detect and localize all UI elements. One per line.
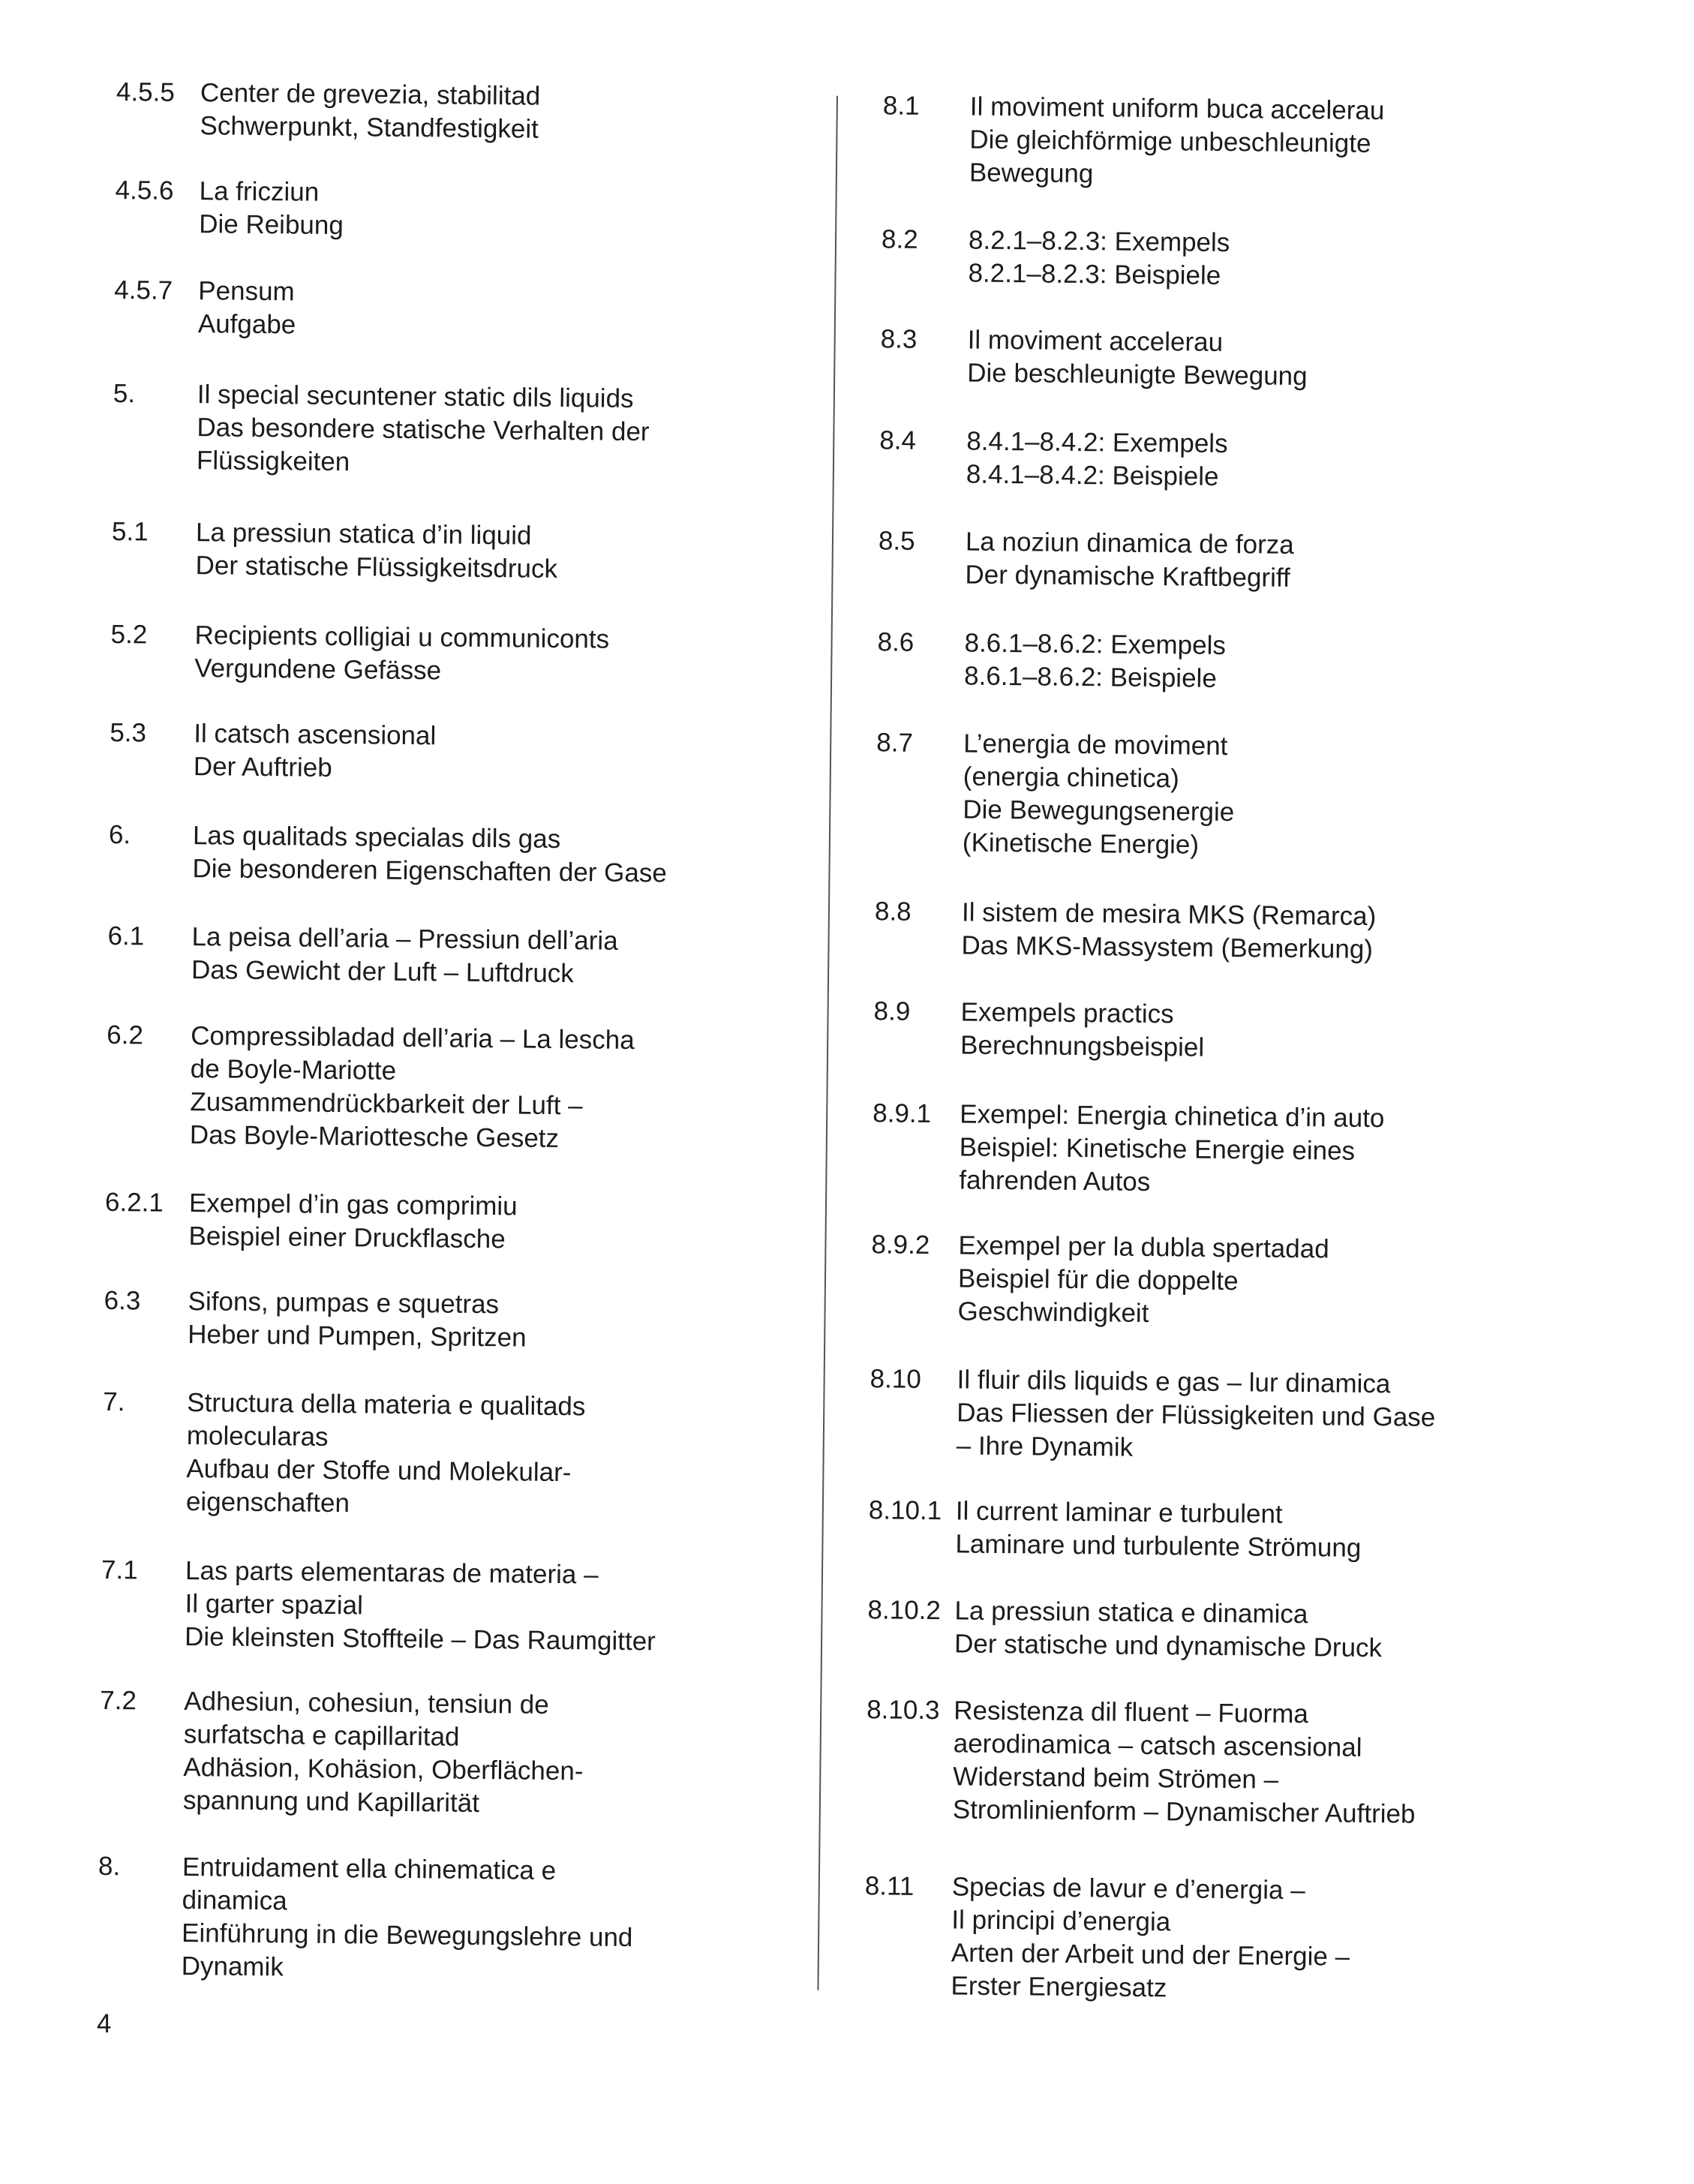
toc-entry-number: 8.10.2 [867, 1595, 942, 1626]
toc-entry-title [955, 1495, 1362, 1565]
toc-entry-title-line: Il moviment uniform buca accelerau [969, 92, 1385, 125]
toc-entry-title-line: Il special secuntener static dils liquids [197, 380, 634, 414]
toc-entry-title [195, 516, 557, 586]
toc-entry-title-line: La peisa dell’aria – Pressiun dell’aria [191, 921, 618, 956]
toc-entry-title-line: Beispiel einer Druckflasche [188, 1221, 506, 1254]
toc-entry-title-line: Zusammendrückbarkeit der Luft – [190, 1087, 583, 1121]
toc-entry-title [951, 1871, 1350, 2007]
toc-entry-number: 4.5.7 [114, 275, 173, 305]
toc-entry-title-line: Die kleinsten Stoffteile – Das Raumgitter [184, 1622, 656, 1657]
toc-entry-title-line: Beispiel für die doppelte [957, 1263, 1239, 1296]
toc-entry-number: 4.5.5 [116, 77, 176, 108]
toc-entry-title-line: Heber und Pumpen, Spritzen [188, 1320, 527, 1353]
toc-entry-number: 8.8 [874, 897, 912, 927]
toc-entry-title-line: aerodinamica – catsch ascensional [953, 1728, 1362, 1762]
toc-entry-title-line: Das Fliessen der Flüssigkeiten und Gase [957, 1398, 1436, 1432]
toc-entry-title [197, 378, 650, 482]
toc-entry-title [967, 324, 1308, 394]
toc-entry-title-line: Beispiel: Kinetische Energie eines [959, 1132, 1356, 1167]
toc-entry-title-line: Exempel per la dubla spertadad [958, 1230, 1329, 1264]
toc-entry-title-line: Il moviment accelerau [967, 325, 1224, 358]
toc-entry-title [191, 921, 618, 991]
toc-entry-title [957, 1364, 1436, 1468]
toc-entry-title-line: Berechnungsbeispiel [960, 1030, 1205, 1062]
toc-entry-title [192, 819, 667, 890]
toc-entry-title-line: surfatscha e capillaritad [183, 1719, 460, 1752]
toc-entry-title-line: Der dynamische Kraftbegriff [965, 560, 1290, 593]
toc-entry-title [194, 717, 437, 786]
toc-entry-title-line: Adhäsion, Kohäsion, Oberflächen- [183, 1752, 584, 1786]
toc-entry-title-line: Die besonderen Eigenschaften der Gase [192, 854, 668, 888]
toc-entry-title-line: Las qualitads specialas dils gas [192, 821, 561, 855]
toc-entry-number: 6.1 [107, 921, 145, 951]
toc-entry-title [966, 425, 1228, 494]
toc-entry-title-line: Erster Energiesatz [951, 1971, 1167, 2003]
toc-entry-title [954, 1594, 1383, 1665]
toc-entry-title-line: (energia chinetica) [963, 762, 1179, 794]
toc-entry-title-line: Il fluir dils liquids e gas – lur dinamica [957, 1365, 1391, 1399]
page-number: 4 [97, 2009, 112, 2038]
toc-entry-title-line: Das MKS-Massystem (Bemerkung) [961, 930, 1374, 965]
toc-entry-title-line: Specias de lavur e d’energia – [951, 1872, 1305, 1906]
toc-entry-title [199, 175, 344, 242]
toc-entry-title [960, 996, 1205, 1064]
toc-entry-number: 5. [113, 379, 136, 409]
toc-entry-title-line: Structura della materia e qualitads [187, 1387, 586, 1422]
toc-entry-number: 8.2 [881, 224, 918, 255]
toc-entry-title [185, 1555, 656, 1659]
toc-entry-title [964, 626, 1226, 695]
toc-entry-number: 6.3 [104, 1286, 141, 1316]
toc-entry-number: 8.6 [877, 627, 915, 657]
toc-entry-title-line: 8.4.1–8.4.2: Exempels [966, 426, 1228, 458]
toc-entry-title [190, 1020, 635, 1156]
toc-entry-number: 5.1 [111, 517, 149, 547]
toc-entry-title-line: fahrenden Autos [959, 1165, 1151, 1197]
toc-entry-title-line: Widerstand beim Strömen – [953, 1761, 1279, 1795]
toc-entry-title-line: (Kinetische Energie) [962, 828, 1200, 860]
toc-entry-title-line: Stromlinienform – Dynamischer Auftrieb [952, 1794, 1416, 1829]
toc-entry-number: 7.1 [101, 1555, 138, 1585]
toc-entry-title-line: La fricziun [199, 176, 320, 207]
toc-entry-title-line: Vergundene Gefässe [194, 653, 442, 686]
toc-entry-number: 8.10.1 [868, 1495, 942, 1526]
toc-entry-title-line: Recipients colligiai u communiconts [194, 620, 610, 654]
toc-entry-title [188, 1285, 527, 1355]
toc-entry-title-line: 8.2.1–8.2.3: Beispiele [968, 258, 1221, 291]
toc-entry-title [961, 897, 1376, 967]
toc-entry-number: 8.1 [882, 91, 920, 121]
toc-entry-title-line: Exempel d’in gas comprimiu [188, 1188, 518, 1221]
toc-entry-title [957, 1230, 1329, 1332]
toc-entry-title-line: Der statische Flüssigkeitsdruck [195, 551, 558, 584]
toc-entry-title [198, 275, 296, 341]
toc-entry-title-line: La noziun dinamica de forza [965, 527, 1294, 560]
toc-entry-title-line: Adhesiun, cohesiun, tensiun de [184, 1686, 549, 1720]
toc-entry-title-line: Das Boyle-Mariottesche Gesetz [189, 1120, 560, 1154]
toc-entry-title-line: Einführung in die Bewegungslehre und [181, 1918, 633, 1952]
toc-entry-title-line: Laminare und turbulente Strömung [955, 1529, 1362, 1564]
toc-entry-title [188, 1187, 518, 1256]
toc-entry-title-line: molecularas [186, 1420, 329, 1452]
toc-entry-number: 8.11 [864, 1871, 915, 1902]
toc-entry-number: 7. [103, 1386, 125, 1416]
toc-entry-title-line: Aufbau der Stoffe und Molekular- [186, 1453, 572, 1487]
toc-entry-title-line: dinamica [182, 1885, 287, 1916]
toc-entry-title-line: Entruidament ella chinematica e [182, 1852, 557, 1885]
toc-entry-title-line: La pressiun statica e dinamica [954, 1596, 1308, 1630]
toc-entry-title-line: Bewegung [969, 158, 1094, 188]
toc-entry-title-line: Flüssigkeiten [196, 446, 350, 477]
toc-entry-number: 8.9 [873, 996, 911, 1026]
toc-entry-title-line: Compressibladad dell’aria – La lescha [191, 1021, 635, 1056]
toc-entry-number: 8.10 [870, 1364, 921, 1395]
toc-entry-number: 8.7 [876, 728, 914, 759]
toc-entry-title [963, 728, 1236, 863]
toc-entry-number: 8.5 [878, 526, 915, 557]
toc-entry-title-line: Center de grevezia, stabilitad [200, 78, 541, 112]
toc-entry-number: 8. [98, 1851, 121, 1882]
toc-entry-title [200, 77, 540, 146]
toc-entry-number: 8.4 [879, 425, 917, 455]
toc-entry-title-line: 8.4.1–8.4.2: Beispiele [966, 459, 1219, 491]
toc-entry-title [183, 1685, 584, 1821]
toc-entry-title-line: spannung und Kapillarität [182, 1785, 480, 1818]
toc-entry-title-line: Die beschleunigte Bewegung [967, 358, 1308, 392]
toc-entry-title-line: Sifons, pumpas e squetras [188, 1287, 500, 1320]
column-divider [817, 96, 838, 1990]
toc-entry-number: 5.2 [110, 619, 148, 650]
toc-entry-number: 8.3 [880, 324, 918, 354]
toc-entry-title-line: eigenschaften [185, 1486, 350, 1518]
toc-entry-title-line: Das Gewicht der Luft – Luftdruck [191, 954, 574, 988]
toc-entry-number: 4.5.6 [115, 176, 174, 206]
toc-entry-title-line: Dynamik [181, 1951, 284, 1982]
toc-entry-title-line: Der Auftrieb [193, 751, 332, 783]
toc-entry-title-line: Die gleichförmige unbeschleunigte [969, 125, 1371, 158]
toc-entry-title-line: L’energia de moviment [963, 729, 1228, 762]
toc-entry-title [953, 1694, 1416, 1831]
toc-entry-title [186, 1386, 586, 1522]
toc-entry-title-line: Il catsch ascensional [194, 718, 437, 750]
toc-entry-number: 8.10.3 [867, 1694, 940, 1725]
toc-entry-number: 6.2.1 [104, 1188, 164, 1218]
toc-entry-title [968, 224, 1230, 293]
toc-entry-title-line: Il principi d’energia [951, 1905, 1171, 1937]
toc-entry-title-line: Pensum [198, 275, 295, 307]
toc-entry-title [965, 526, 1294, 595]
toc-entry-number: 6. [108, 819, 131, 850]
toc-entry-number: 8.9.1 [873, 1098, 932, 1129]
toc-entry-title-line: Exempel: Energia chinetica d’in auto [960, 1099, 1385, 1134]
toc-entry-title-line: Aufgabe [197, 308, 296, 340]
toc-entry-title [959, 1098, 1384, 1202]
toc-entry-title-line: Die Bewegungsenergie [963, 795, 1235, 828]
toc-entry-number: 6.2 [107, 1020, 144, 1050]
toc-entry-title-line: La pressiun statica d’in liquid [195, 518, 532, 551]
toc-entry-title-line: 8.6.1–8.6.2: Exempels [964, 628, 1227, 660]
toc-entry-title-line: 8.6.1–8.6.2: Beispiele [963, 661, 1217, 693]
toc-entry-title-line: Il garter spazial [185, 1589, 364, 1621]
toc-entry-title-line: Schwerpunkt, Standfestigkeit [200, 111, 539, 145]
toc-entry-title-line: Las parts elementaras de materia – [185, 1556, 599, 1591]
toc-entry-title-line: Arten der Arbeit und der Energie – [951, 1938, 1350, 1972]
toc-entry-title-line: Das besondere statische Verhalten der [197, 413, 650, 447]
toc-entry-title [181, 1851, 633, 1987]
toc-entry-title-line: – Ihre Dynamik [956, 1431, 1134, 1462]
toc-entry-title-line: Il current laminar e turbulent [955, 1496, 1283, 1530]
toc-entry-title [194, 619, 609, 689]
toc-entry-title-line: Resistenza dil fluent – Fuorma [954, 1695, 1309, 1729]
toc-entry-title-line: Die Reibung [198, 209, 344, 241]
toc-entry-number: 8.9.2 [871, 1230, 930, 1260]
toc-entry-title-line: 8.2.1–8.2.3: Exempels [968, 225, 1230, 258]
toc-entry-number: 5.3 [110, 717, 147, 748]
toc-entry-title-line: de Boyle-Mariotte [190, 1054, 397, 1086]
toc-entry-title [969, 90, 1385, 194]
toc-entry-title-line: Der statische und dynamische Druck [954, 1629, 1383, 1663]
toc-entry-title-line: Geschwindigkeit [957, 1296, 1149, 1329]
toc-entry-title-line: Exempels practics [960, 997, 1174, 1029]
toc-entry-title-line: Il sistem de mesira MKS (Remarca) [961, 897, 1377, 932]
toc-entry-number: 7.2 [100, 1685, 137, 1716]
